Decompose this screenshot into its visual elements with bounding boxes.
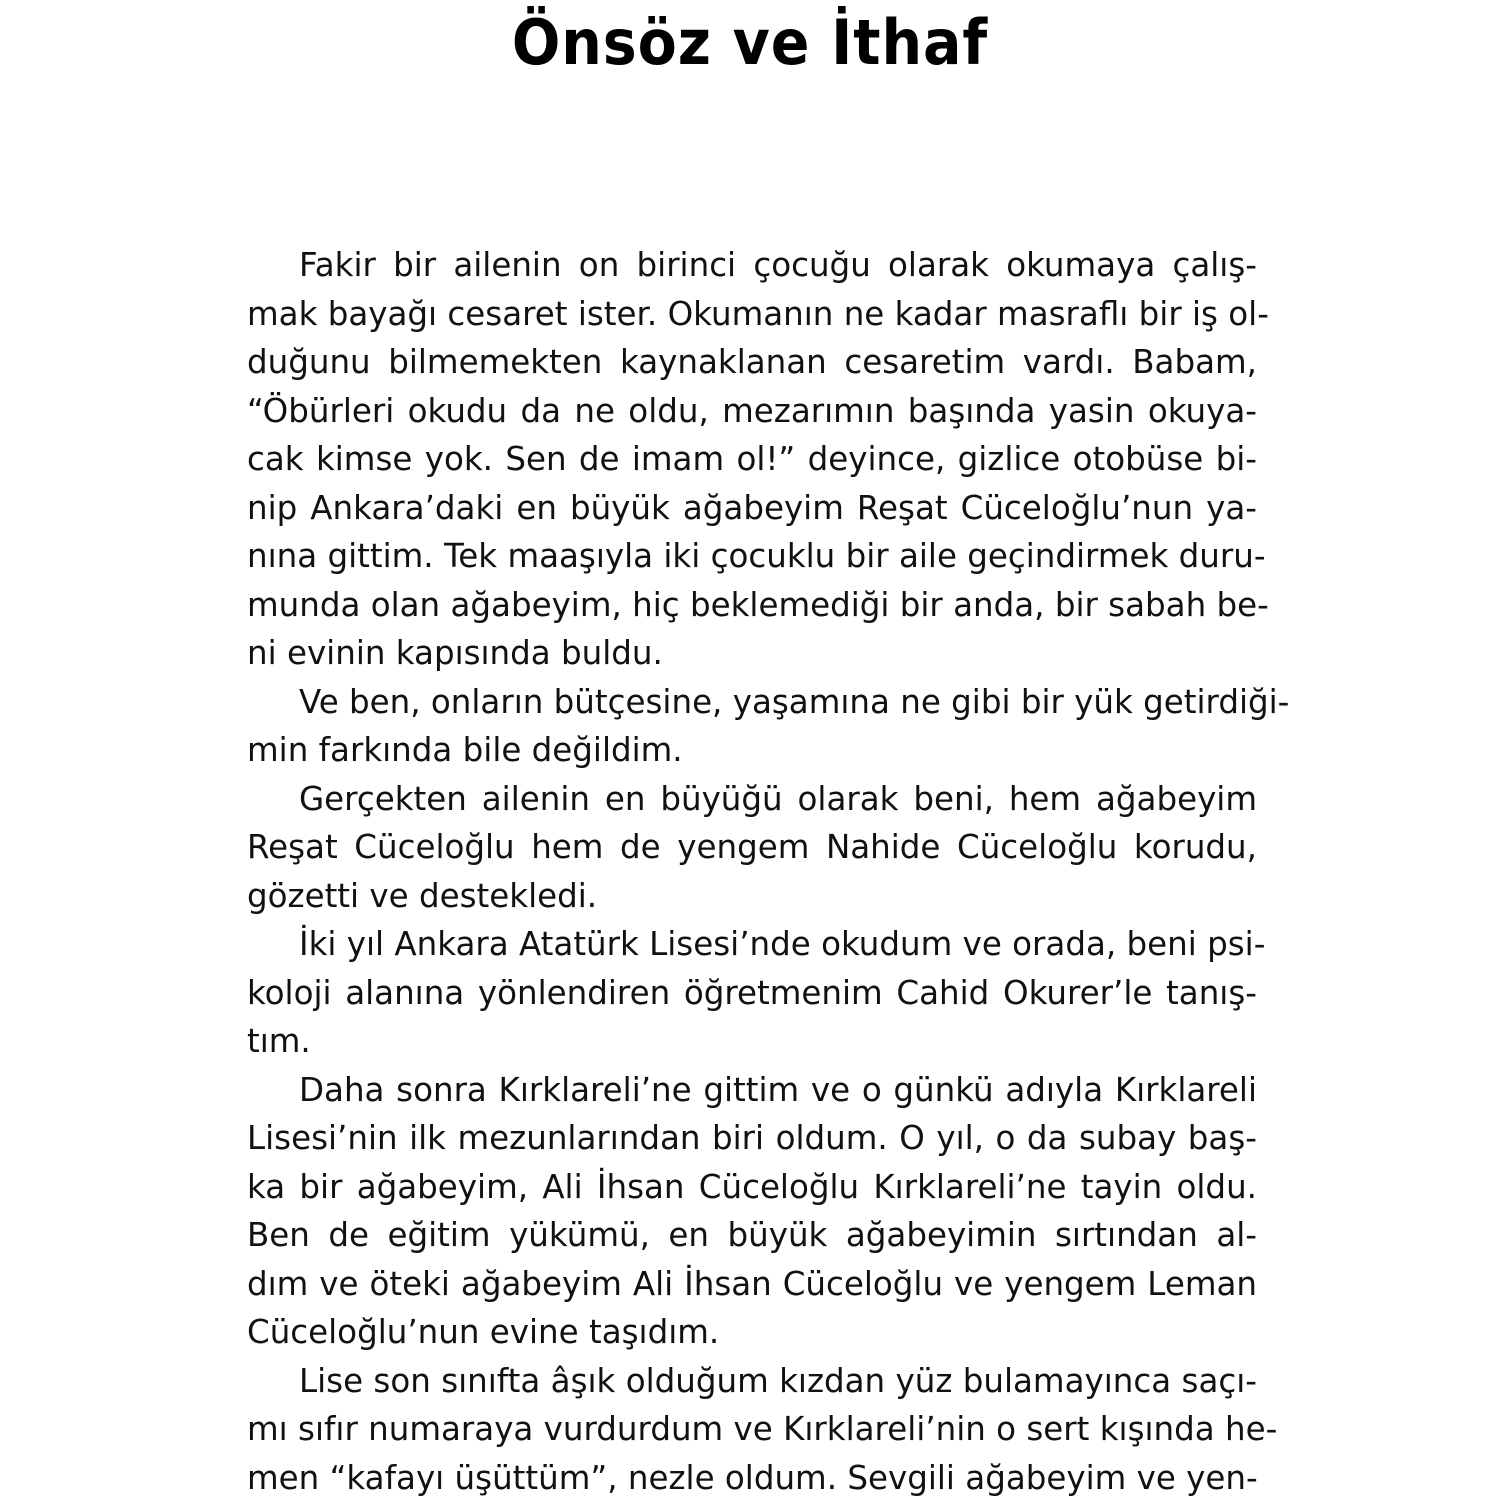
text-line: munda olan ağabeyim, hiç beklemediği bir anda, bir sabah be- bbox=[247, 581, 1257, 630]
body-text bbox=[247, 241, 1257, 1502]
text-line: Cüceloğlu’nun evine taşıdım. bbox=[247, 1308, 1257, 1357]
text-line: “Öbürleri okudu da ne oldu, mezarımın başında yasin okuya- bbox=[247, 387, 1257, 436]
text-line: Reşat Cüceloğlu hem de yengem Nahide Cüceloğlu korudu, bbox=[247, 823, 1257, 872]
text-line: cak kimse yok. Sen de imam ol!” deyince, gizlice otobüse bi- bbox=[247, 435, 1257, 484]
text-line: ni evinin kapısında buldu. bbox=[247, 629, 1257, 678]
text-line: dım ve öteki ağabeyim Ali İhsan Cüceloğlu ve yengem Leman bbox=[247, 1260, 1257, 1309]
text-line: Daha sonra Kırklareli’ne gittim ve o günkü adıyla Kırklareli bbox=[247, 1066, 1257, 1115]
text-line: mak bayağı cesaret ister. Okumanın ne kadar masraflı bir iş ol- bbox=[247, 290, 1257, 339]
page-title: Önsöz ve İthaf bbox=[60, 6, 1440, 79]
text-line: ka bir ağabeyim, Ali İhsan Cüceloğlu Kırklareli’ne tayin oldu. bbox=[247, 1163, 1257, 1212]
text-line: Lisesi’nin ilk mezunlarından biri oldum. O yıl, o da subay baş- bbox=[247, 1114, 1257, 1163]
text-line: İki yıl Ankara Atatürk Lisesi’nde okudum ve orada, beni psi- bbox=[247, 920, 1257, 969]
text-line: min farkında bile değildim. bbox=[247, 726, 1257, 775]
text-line: Gerçekten ailenin en büyüğü olarak beni, hem ağabeyim bbox=[247, 775, 1257, 824]
text-line: koloji alanına yönlendiren öğretmenim Cahid Okurer’le tanış- bbox=[247, 969, 1257, 1018]
text-line: Ben de eğitim yükümü, en büyük ağabeyimin sırtından al- bbox=[247, 1211, 1257, 1260]
text-line: tım. bbox=[247, 1017, 1257, 1066]
text-line: Fakir bir ailenin on birinci çocuğu olarak okumaya çalış- bbox=[247, 241, 1257, 290]
text-line: Lise son sınıfta âşık olduğum kızdan yüz bulamayınca saçı- bbox=[247, 1357, 1257, 1406]
text-line: men “kafayı üşüttüm”, nezle oldum. Sevgili ağabeyim ve yen- bbox=[247, 1454, 1257, 1502]
text-line: nına gittim. Tek maaşıyla iki çocuklu bir aile geçindirmek duru- bbox=[247, 532, 1257, 581]
text-line: Ve ben, onların bütçesine, yaşamına ne gibi bir yük getirdiği- bbox=[247, 678, 1257, 727]
text-line: gözetti ve destekledi. bbox=[247, 872, 1257, 921]
text-line: nip Ankara’daki en büyük ağabeyim Reşat Cüceloğlu’nun ya- bbox=[247, 484, 1257, 533]
text-line: duğunu bilmemekten kaynaklanan cesaretim vardı. Babam, bbox=[247, 338, 1257, 387]
text-line: mı sıfır numaraya vurdurdum ve Kırklareli’nin o sert kışında he- bbox=[247, 1405, 1257, 1454]
